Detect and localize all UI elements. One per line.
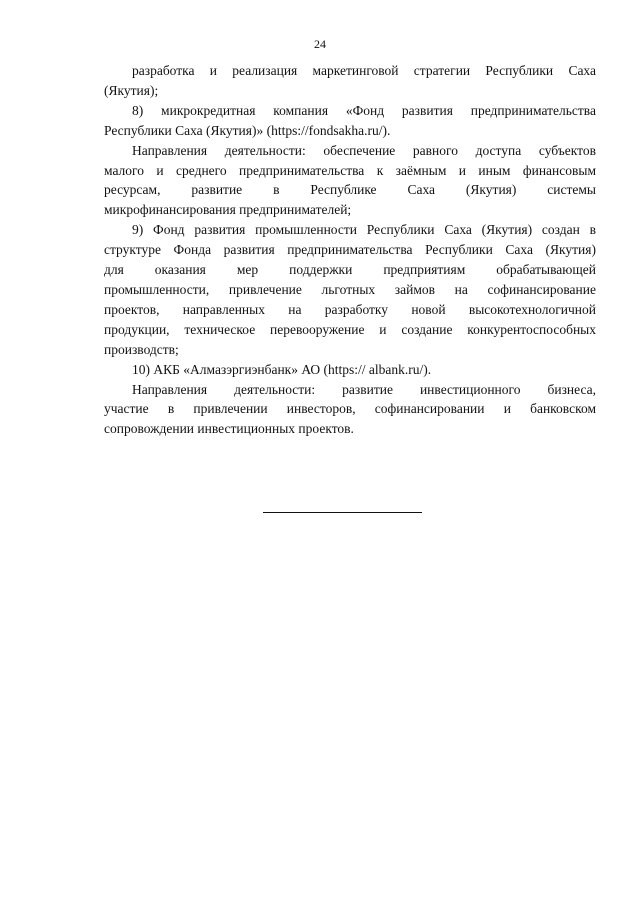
text-line: промышленности, привлечение льготных займов на софинансирование — [104, 281, 596, 297]
text-line: микрофинансирования предпринимателей; — [104, 202, 352, 218]
paragraph-5 — [118, 360, 596, 380]
text-line: производств; — [104, 341, 179, 357]
text-line: Направления деятельности: развитие инвестиционного бизнеса, — [132, 381, 596, 397]
paragraph-2 — [104, 101, 596, 141]
text-line: продукции, техническое перевооружение и создание конкурентоспособных — [104, 321, 596, 337]
text-line: участие в привлечении инвесторов, софинансировании и банковском — [104, 401, 596, 417]
text-line: Республики Саха (Якутия)» (https://fondsakha.ru/). — [104, 122, 391, 138]
text-line: малого и среднего предпринимательства к заёмным и иным финансовым — [104, 162, 596, 178]
document-body — [104, 61, 596, 439]
text-line: 9) Фонд развития промышленности Республики Саха (Якутия) создан в — [132, 222, 596, 238]
text-line: сопровождении инвестиционных проектов. — [104, 421, 354, 437]
text-line: 10) АКБ «Алмазэргиэнбанк» АО (https:// albank.ru/). — [132, 361, 432, 377]
text-line: разработка и реализация маркетинговой стратегии Республики Саха — [132, 63, 596, 78]
text-line: структуре Фонда развития предпринимательства Республики Саха (Якутия) — [104, 242, 596, 258]
page-number: 24 — [314, 37, 326, 51]
text-line: 8) микрокредитная компания «Фонд развития предпринимательства — [132, 102, 596, 118]
text-line: Направления деятельности: обеспечение равного доступа субъектов — [132, 142, 596, 158]
paragraph-3 — [104, 141, 596, 221]
paragraph-1 — [104, 61, 596, 101]
paragraph-4 — [104, 220, 596, 359]
text-line: ресурсам, развитие в Республике Саха (Якутия) системы — [104, 182, 596, 198]
paragraph-6 — [104, 380, 596, 440]
text-line: (Якутия); — [104, 82, 159, 98]
end-divider-line — [263, 512, 422, 513]
text-line: проектов, направленных на разработку новой высокотехнологичной — [104, 301, 596, 317]
text-line: для оказания мер поддержки предприятиям обрабатывающей — [104, 262, 596, 278]
